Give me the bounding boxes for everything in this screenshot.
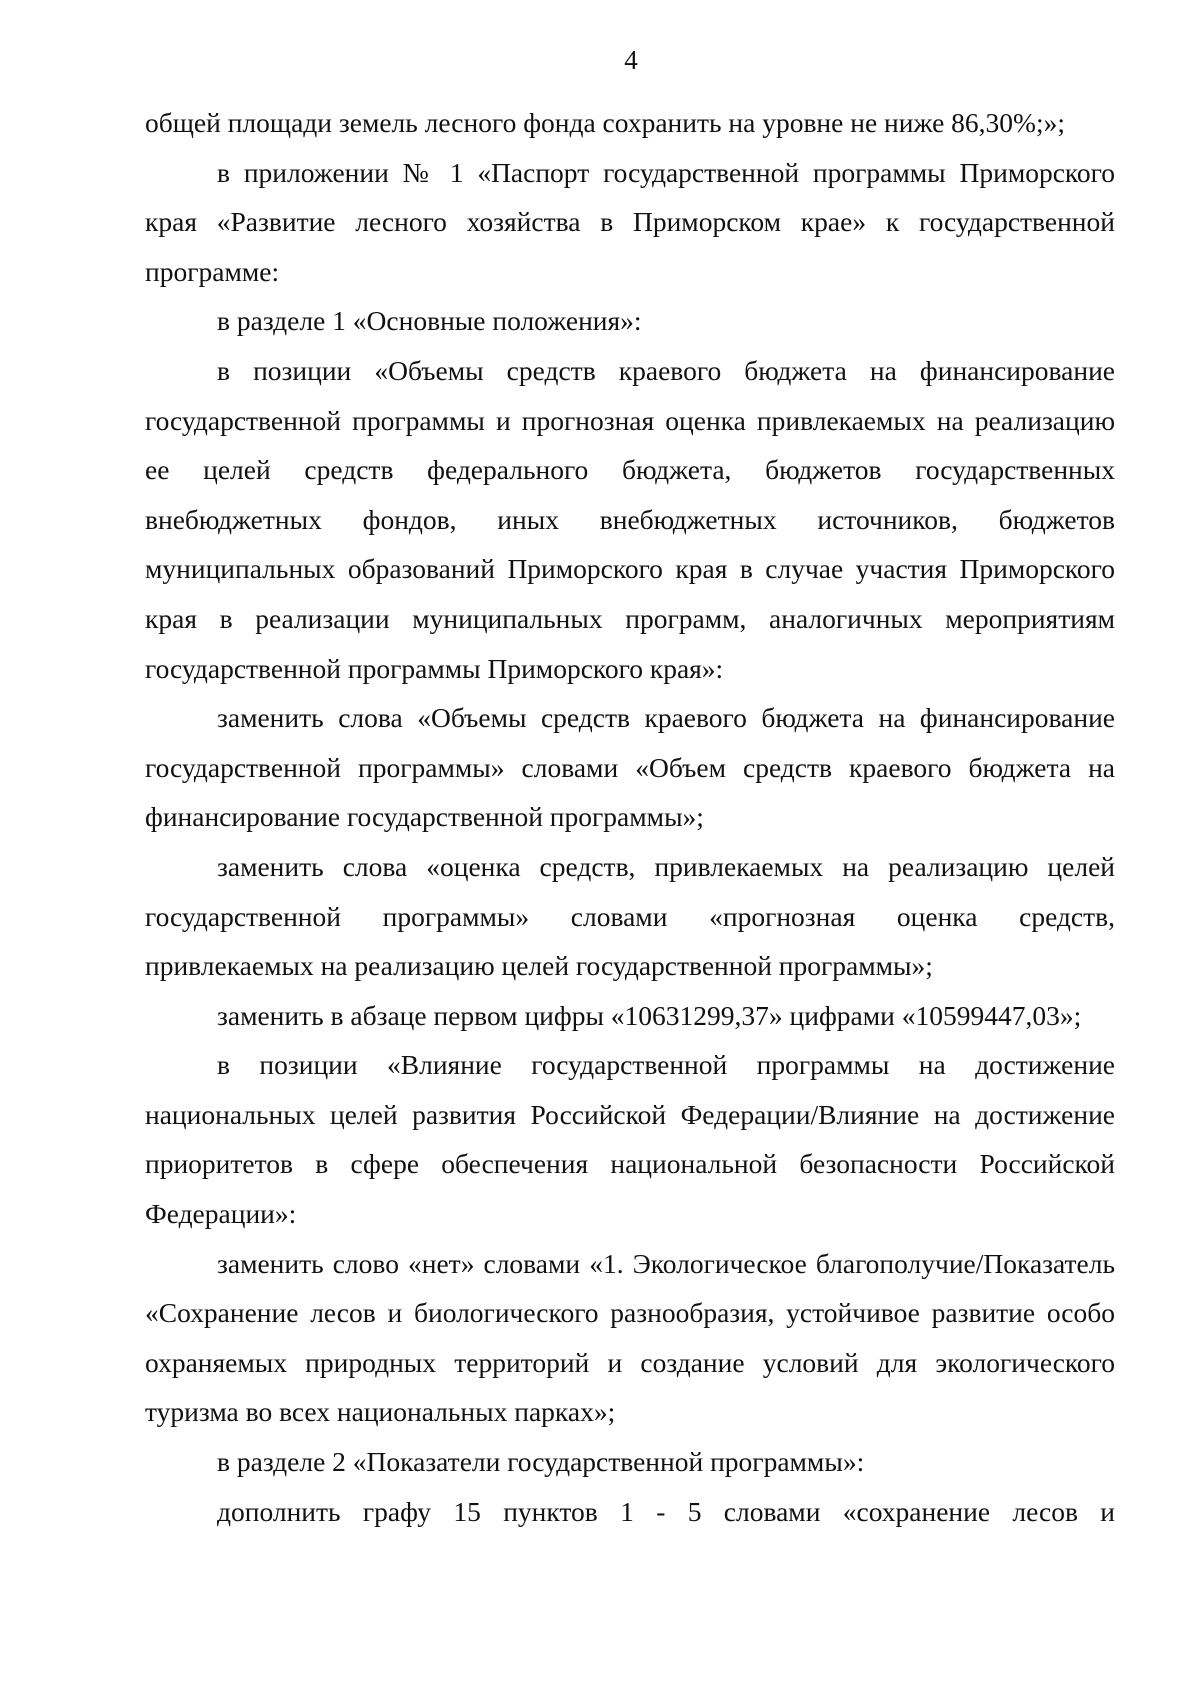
paragraph-replace-figures: заменить в абзаце первом цифры «10631299,37» цифрами «10599447,03»; — [217, 999, 1082, 1031]
document-body — [145, 98, 1115, 1536]
paragraph-influence-position: в позиции «Влияние государственной программы на достижение национальных целей развития Российской Федерации/Влияние на достижение приоритетов в сфере обеспечения национальной безопасности Российской Федерации»: — [145, 1049, 1115, 1230]
paragraph-section-1: в разделе 1 «Основные положения»: — [217, 305, 642, 337]
paragraph-appendix-1: в приложении № 1 «Паспорт государственной программы Приморского края «Развитие лесного хозяйства в Приморском крае» к государственной программе: — [145, 156, 1115, 287]
paragraph-forest-area: общей площади земель лесного фонда сохранить на уровне не ниже 86,30%;»; — [145, 107, 1065, 138]
paragraph-supplement-column: дополнить графу 15 пунктов 1 - 5 словами «сохранение лесов и — [217, 1495, 1115, 1527]
paragraph-replace-estimate: заменить слова «оценка средств, привлекаемых на реализацию целей государственной программы» словами «прогнозная оценка средств, привлекаемых на реализацию целей государственной программы»; — [145, 850, 1115, 982]
paragraph-replace-volumes: заменить слова «Объемы средств краевого бюджета на финансирование государственной программы» словами «Объем средств краевого бюджета на финансирование государственной программы»; — [145, 702, 1115, 833]
page-number: 4 — [624, 45, 638, 75]
paragraph-section-2: в разделе 2 «Показатели государственной программы»: — [217, 1446, 865, 1478]
paragraph-budget-position: в позиции «Объемы средств краевого бюджета на финансирование государственной программы и прогнозная оценка привлекаемых на реализацию ее целей средств федерального бюджета, бюджетов государственных внебюджетных фондов, иных внебюджетных источников, бюджетов муниципальных образований Приморского края в случае участия Приморского края в реализации муниципальных программ, аналогичных мероприятиям государственной программы Приморского края»: — [145, 354, 1115, 684]
paragraph-replace-net: заменить слово «нет» словами «1. Экологическое благополучие/Показатель «Сохранение лесов и биологического разнообразия, устойчивое развитие особо охраняемых природных территорий и создание условий для экологического туризма во всех национальных парках»; — [145, 1247, 1115, 1428]
